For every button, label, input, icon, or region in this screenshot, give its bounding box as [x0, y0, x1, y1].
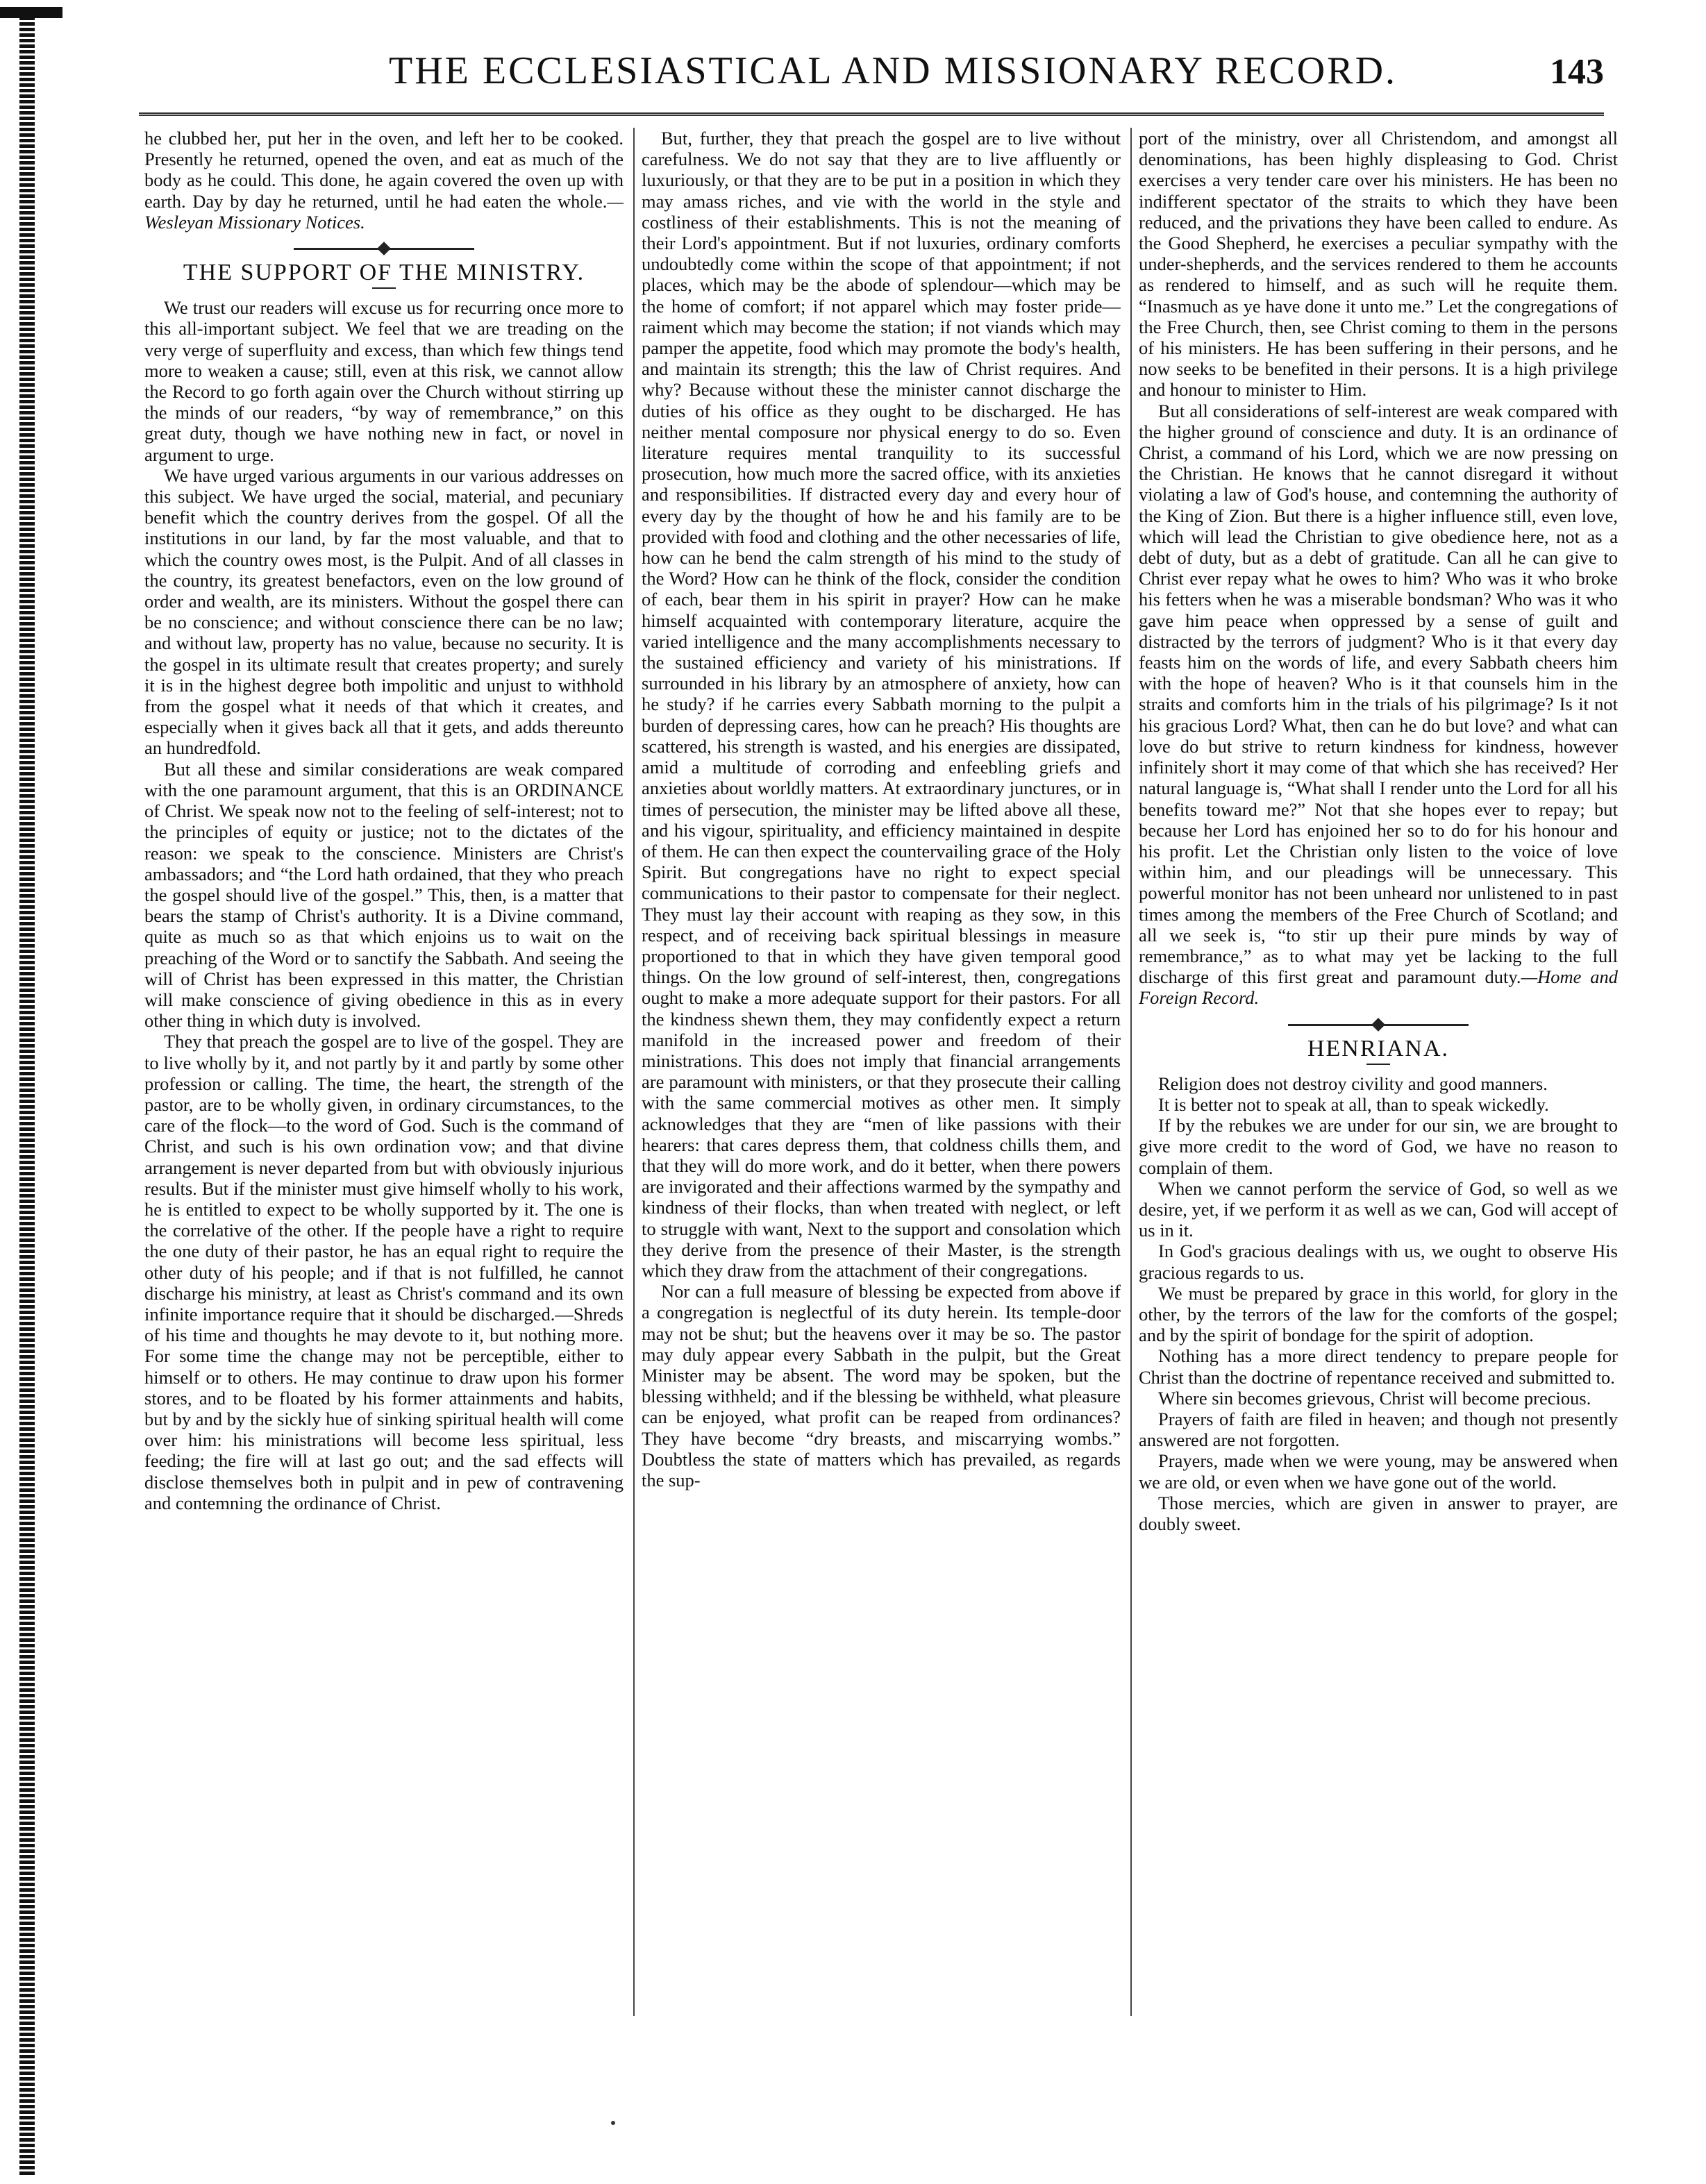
saying: Those mercies, which are given in answer to prayer, are doubly sweet. [1139, 1492, 1618, 1534]
paragraph: But all these and similar considerations are weak compared with the one paramount argument, that this is an ORDINANCE of Christ. We speak now not to the feeling of self-interest; not to the principles of equity or justice; not to the dictates of the reason: we speak to the conscience. Ministers are Christ's ambassadors; and “the Lord hath ordained, that they who preach the gospel should live of the gospel.” This, then, is a matter that bears the stamp of Christ's authority. It is a Divine command, quite as much so as that which enjoins us to wait on the preaching of the Word or to sanctify the Sabbath. And seeing the will of Christ has been expressed in this matter, the Christian will make conscience of giving obedience in this as in every other thing in which duty is involved. [144, 758, 624, 1032]
source-signature: —Home and Foreign Record. [1139, 966, 1618, 1009]
running-title: THE ECCLESIASTICAL AND MISSIONARY RECORD. [389, 49, 1398, 92]
column-divider [633, 128, 635, 2016]
paragraph-text: But all considerations of self-interest are weak compared with the higher ground of conscience and duty. It is an ordinance of Christ, a command of his Lord, which we are now pressing on the Christian. He knows that he cannot disregard it without violating a law of God's house, and contemning the authority of the King of Zion. But there is a higher influence still, even love, which will lead the Christian to give obedience here, not as a debt of duty, but as a debt of gratitude. Can all he can give to Christ ever repay what he owes to him? Who was it who broke his fetters when he was a miserable bondsman? Who was it who gave him peace when oppressed by a sense of guilt and distracted by the terrors of judgment? Who is it that every day feasts him on the words of life, and every Sabbath cheers him with the hope of heaven? Who is it that counsels him in the straits and comforts him in the trials of his pilgrimage? Is it not his gracious Lord? What, then can he do but love? and what can love do but strive to return kindness for kindness, however infinitely short it may come of that which she has received? Her natural language is, “What shall I render unto the Lord for all his benefits toward me?” Not that she hopes ever to repay; but because her Lord has enjoined her so to do for his honour and his profit. Let the Christian only listen to the voice of love within him, and our pleadings will be unnecessary. This powerful monitor has not been unheard nor unlistened to in past times among the members of the Free Church of Scotland; and all we seek is, “to stir up their pure minds by way of remembrance,” as to what may yet be lacking to the full discharge of this first great and paramount duty. [1139, 400, 1618, 988]
paragraph: We have urged various arguments in our various addresses on this subject. We have urged the social, material, and pecuniary benefit which the country derives from the gospel. Of all the institutions in our land, by far the most valuable, and that to which the country owes most, is the Pulpit. And of all classes in the country, its greatest benefactors, even on the low ground of order and wealth, are its ministers. Without the gospel there can be no conscience; and without conscience there can be no law; and without law, property has no value, because no security. It is the gospel in its ultimate result that creates property; and surely it is in the highest degree both impolitic and unjust to withhold from the gospel what it needs of that which it creates, and especially when it gives back all that it gets, and adds thereunto an hundredfold. [144, 464, 624, 759]
paragraph: They that preach the gospel are to live of the gospel. They are to live wholly by it, and not partly by it and partly by some other profession or calling. The time, the heart, the strength of the pastor, are to be wholly given, in ordinary circumstances, to the care of the flock—to the word of God. Such is the command of Christ, and such is his own ordination vow; and that divine arrangement is never departed from but with obviously injurious results. But if the minister must give himself wholly to his work, he is entitled to expect to be wholly supported by it. The one is the correlative of the other. If the people have a right to require the one duty of their pastor, he has an equal right to require the other duty of his people; and if that is not fulfilled, he cannot discharge his ministry, at least as Christ's command and its own infinite importance require that it should be discharged.—Shreds of his time and thoughts he may devote to it, but nothing more. For some time the change may not be perceptible, either to himself or to others. He may continue to draw upon his former stores, and to be floated by his former attainments and habits, but by and by the sickly hue of sinking spiritual health will come over him: his ministrations will become less spiritual, less feeding; the fire will at last go out; and the sad effects will disclose themselves both in pulpit and in pew of contravening and contemning the ordinance of Christ. [144, 1031, 624, 1513]
column-1 [144, 128, 624, 2030]
saying: Religion does not destroy civility and good manners. [1158, 1073, 1548, 1094]
page-number: 143 [1550, 52, 1604, 92]
saying: Nothing has a more direct tendency to prepare people for Christ than the doctrine of repentance received and submitted to. [1139, 1345, 1618, 1388]
section-ornament [1288, 1024, 1469, 1026]
paragraph: Nor can a full measure of blessing be expected from above if a congregation is neglectful of its duty herein. Its temple-door may not be shut; but the heavens over it may be so. The pastor may duly appear every Sabbath in the pulpit, but the Great Minister may be absent. The word may be spoken, but the blessing withheld; and if the blessing be withheld, what pleasure can be enjoyed, what profit can be reaped from ordinances? They have become “dry breasts, and miscarrying wombs.” Doubtless the state of matters which has prevailed, as regards the sup- [642, 1281, 1121, 1490]
print-speck [611, 2121, 615, 2125]
intro-text: he clubbed her, put her in the oven, and left her to be cooked. Presently he returned, opened the oven, and eat as much of the body as he could. This done, he again covered the oven up with earth. Day by day he returned, until he had eaten the whole. [144, 128, 624, 212]
column-divider [1130, 128, 1132, 2016]
saying: Prayers, made when we were young, may be answered when we are old, or even when we have gone out of the world. [1139, 1450, 1618, 1493]
column-3 [1139, 128, 1618, 2030]
paragraph: port of the ministry, over all Christendom, and amongst all denominations, has been highly displeasing to God. Christ exercises a very tender care over his ministers. He has been no indifferent spectator of the straits to which they have been reduced, and the privations they have been called to endure. As the Good Shepherd, he exercises a peculiar sympathy with the under-shepherds, and the services rendered to them he accounts as rendered to himself, and as such will he requite them. “Inasmuch as ye have done it unto me.” Let the congregations of the Free Church, then, see Christ coming to them in the persons of his ministers. He has been suffering in their persons, and he now seeks to be benefited in their persons. It is a high privilege and honour to minister to Him. [1139, 128, 1618, 401]
paragraph [1139, 401, 1618, 1009]
paragraph: We trust our readers will excuse us for recurring once more to this all-important subject. We feel that we are treading on the very verge of superfluity and excess, than which few things tend more to weaken a cause; still, even at this risk, we cannot allow the Record to go forth again over the Church without stirring up the minds of our readers, “by way of remembrance,” on this great duty, though we have nothing new in fact, or novel in argument to urge. [144, 297, 624, 465]
saying: It is better not to speak at all, than to speak wickedly. [1158, 1093, 1549, 1115]
header-rule [139, 112, 1604, 116]
saying: We must be prepared by grace in this world, for glory in the other, by the terrors of the law for the comforts of the gospel; and by the spirit of bondage for the spirit of adoption. [1139, 1282, 1618, 1346]
article-title: HENRIANA. [1307, 1035, 1450, 1061]
title-dash [372, 287, 396, 289]
section-ornament [294, 248, 474, 250]
saying: If by the rebukes we are under for our sin, we are brought to give more credit to the word of God, we have no reason to complain of them. [1139, 1115, 1618, 1178]
binding-edge [19, 17, 35, 2176]
paragraph [144, 128, 624, 233]
article-title: THE SUPPORT OF THE MINISTRY. [183, 260, 585, 286]
saying: In God's gracious dealings with us, we ought to observe His gracious regards to us. [1139, 1241, 1618, 1283]
paragraph: But, further, they that preach the gospel are to live without carefulness. We do not say that they are to live affluently or luxuriously, or that they are to be put in a position in which they may amass riches, and vie with the world in the style and costliness of their establishments. This is not the meaning of their Lord's appointment. But if not luxuries, ordinary comforts undoubtedly come within the scope of that appointment; if not places, which may be the abode of splendour—which may be the home of comfort; if not apparel which may foster pride—raiment which may become the station; if not viands which may pamper the appetite, food which may promote the body's health, and maintain its strength; this the law of Christ requires. And why? Because without these the minister cannot discharge the duties of his office as they ought to be discharged. He has neither mental composure nor physical energy to do so. Even literature requires mental tranquility to its successful prosecution, how much more the sacred office, with its anxieties and responsibilities. If distracted every day and every hour of every day by the thought of how he and his family are to be provided with food and clothing and the other necessaries of life, how can he bend the calm strength of his mind to the study of the Word? How can he think of the flock, consider the condition of each, bear them in his spirit in prayer? How can he make himself acquainted with contemporary literature, acquire the varied intelligence and the many accomplishments necessary to the sustained efficiency and variety of his ministrations. If surrounded in his library by an atmosphere of anxiety, how can he study? if he carries every Sabbath morning to the pulpit a burden of depressing cares, how can he preach? His thoughts are scattered, his strength is wasted, and his energies are dissipated, amid a multitude of corroding and enfeebling griefs and anxieties about worldly matters. At extraordinary junctures, or in times of persecution, the minister may be lifted above all these, and his vigour, spirituality, and efficiency maintained in despite of them. He can then expect the countervailing grace of the Holy Spirit. But congregations have no right to expect special communications to their pastor to compensate for their neglect. They must lay their account with reaping as they sow, in this respect, and of receiving back spiritual blessings in measure proportioned to that in which they have given temporal good things. On the low ground of self-interest, then, congregations ought to make a more adequate support for their pastors. For all the kindness shewn them, they may confidently expect a return manifold in the increased power and freedom of their ministrations. This does not imply that financial arrangements are paramount with ministers, or that they prosecute their calling with the same commercial motives as other men. It simply acknowledges that they are “men of like passions with their hearers: that cares depress them, that coldness chills them, and that they will do more work, and do it better, when there powers are invigorated and their affections warmed by the sympathy and kindness of their flocks, than when treated with neglect, or left to struggle with want, Next to the support and consolation which they derive from the presence of their Master, is the strength which they draw from the attachment of their congregations. [642, 128, 1121, 1281]
saying: Prayers of faith are filed in heaven; and though not presently answered are not forgotten. [1139, 1408, 1618, 1451]
column-2 [642, 128, 1121, 2030]
saying: When we cannot perform the service of God, so well as we desire, yet, if we perform it as well as we can, God will accept of us in it. [1139, 1177, 1618, 1241]
saying: Where sin becomes grievous, Christ will become precious. [1158, 1387, 1591, 1409]
source-signature: —Wesleyan Missionary Notices. [144, 190, 624, 233]
title-dash [1366, 1064, 1390, 1065]
page-header [90, 36, 1604, 99]
